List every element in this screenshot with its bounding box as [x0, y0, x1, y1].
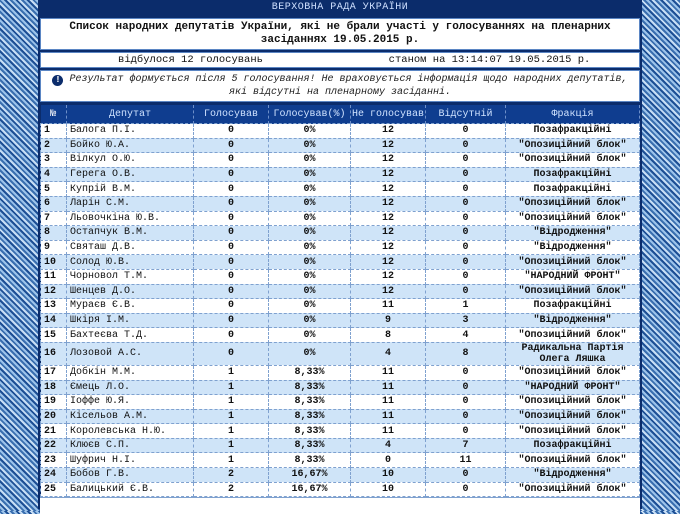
- faction: "НАРОДНИЙ ФРОНТ": [506, 269, 640, 284]
- faction: "Опозиційний блок": [506, 424, 640, 439]
- absent-count: 0: [426, 226, 506, 241]
- absent-count: 0: [426, 284, 506, 299]
- faction: Позафракційні: [506, 299, 640, 314]
- faction: "Відродження": [506, 313, 640, 328]
- table-row: [41, 365, 640, 380]
- absent-count: 0: [426, 182, 506, 197]
- voted-percent: 0%: [269, 342, 351, 365]
- not-voted-count: 12: [351, 284, 426, 299]
- faction: "Опозиційний блок": [506, 284, 640, 299]
- page-title: Список народних депутатів України, які не брали участі у голосуваннях на пленарних засіданнях 19.05.2015 р.: [40, 18, 640, 50]
- absent-count: 0: [426, 240, 506, 255]
- voted-count: 1: [194, 395, 269, 410]
- absent-count: 1: [426, 299, 506, 314]
- row-number: 2: [41, 138, 67, 153]
- voted-percent: 8,33%: [269, 365, 351, 380]
- deputy-name: Ларін С.М.: [67, 196, 194, 211]
- voted-percent: 0%: [269, 153, 351, 168]
- not-voted-count: 11: [351, 299, 426, 314]
- deputy-name: Лозовой А.С.: [67, 342, 194, 365]
- not-voted-count: 12: [351, 138, 426, 153]
- faction: "НАРОДНИЙ ФРОНТ": [506, 380, 640, 395]
- info-text: Результат формується після 5 голосування! Не враховується інформація щодо народних депутатів, які відсутні на пленарному засіданні.: [69, 74, 628, 98]
- absent-count: 0: [426, 482, 506, 497]
- not-voted-count: 0: [351, 453, 426, 468]
- absent-count: 0: [426, 211, 506, 226]
- row-number: 13: [41, 299, 67, 314]
- voted-count: 1: [194, 409, 269, 424]
- not-voted-count: 12: [351, 226, 426, 241]
- row-number: 25: [41, 482, 67, 497]
- row-number: 3: [41, 153, 67, 168]
- faction: Позафракційні: [506, 167, 640, 182]
- not-voted-count: 8: [351, 328, 426, 343]
- absent-count: 0: [426, 167, 506, 182]
- table-row: [41, 380, 640, 395]
- table-row: [41, 299, 640, 314]
- voted-percent: 0%: [269, 328, 351, 343]
- row-number: 11: [41, 269, 67, 284]
- column-header: №: [41, 105, 67, 124]
- table-row: [41, 196, 640, 211]
- voted-percent: 0%: [269, 269, 351, 284]
- faction: "Опозиційний блок": [506, 482, 640, 497]
- row-number: 19: [41, 395, 67, 410]
- faction: "Відродження": [506, 468, 640, 483]
- info-note: [40, 70, 640, 102]
- deputy-name: Клюєв С.П.: [67, 438, 194, 453]
- voted-percent: 16,67%: [269, 468, 351, 483]
- deputy-name: Бобов Г.В.: [67, 468, 194, 483]
- voted-percent: 16,67%: [269, 482, 351, 497]
- absent-count: 0: [426, 124, 506, 139]
- absent-count: 0: [426, 380, 506, 395]
- table-row: [41, 269, 640, 284]
- voted-count: 0: [194, 313, 269, 328]
- table-row: [41, 395, 640, 410]
- voted-count: 0: [194, 196, 269, 211]
- table-row: [41, 438, 640, 453]
- not-voted-count: 11: [351, 365, 426, 380]
- voted-percent: 8,33%: [269, 395, 351, 410]
- row-number: 7: [41, 211, 67, 226]
- not-voted-count: 12: [351, 269, 426, 284]
- deputy-name: Чорновол Т.М.: [67, 269, 194, 284]
- table-row: [41, 482, 640, 497]
- faction: "Опозиційний блок": [506, 395, 640, 410]
- absent-count: 0: [426, 468, 506, 483]
- table-row: [41, 284, 640, 299]
- voted-percent: 0%: [269, 240, 351, 255]
- absent-count: 7: [426, 438, 506, 453]
- voted-percent: 0%: [269, 182, 351, 197]
- table-row: [41, 409, 640, 424]
- absent-count: 0: [426, 409, 506, 424]
- deputy-name: Королевська Н.Ю.: [67, 424, 194, 439]
- voted-count: 1: [194, 424, 269, 439]
- row-number: 17: [41, 365, 67, 380]
- not-voted-count: 12: [351, 124, 426, 139]
- deputy-name: Шенцев Д.О.: [67, 284, 194, 299]
- deputies-table: [40, 105, 640, 497]
- absent-count: 0: [426, 365, 506, 380]
- not-voted-count: 11: [351, 424, 426, 439]
- row-number: 10: [41, 255, 67, 270]
- voted-count: 0: [194, 124, 269, 139]
- deputy-name: Балицький Є.В.: [67, 482, 194, 497]
- absent-count: 8: [426, 342, 506, 365]
- row-number: 22: [41, 438, 67, 453]
- not-voted-count: 12: [351, 196, 426, 211]
- votes-held: відбулося 12 голосувань: [118, 54, 263, 66]
- deputy-name: Кісельов А.М.: [67, 409, 194, 424]
- voted-count: 0: [194, 226, 269, 241]
- table-row: [41, 138, 640, 153]
- not-voted-count: 10: [351, 482, 426, 497]
- column-header: Фракція: [506, 105, 640, 124]
- row-number: 9: [41, 240, 67, 255]
- row-number: 24: [41, 468, 67, 483]
- absent-count: 0: [426, 153, 506, 168]
- table-row: [41, 167, 640, 182]
- voted-count: 1: [194, 380, 269, 395]
- voted-percent: 0%: [269, 284, 351, 299]
- faction: "Відродження": [506, 226, 640, 241]
- not-voted-count: 9: [351, 313, 426, 328]
- not-voted-count: 11: [351, 395, 426, 410]
- deputy-name: Мураєв Є.В.: [67, 299, 194, 314]
- faction: "Опозиційний блок": [506, 153, 640, 168]
- deputy-name: Балога П.І.: [67, 124, 194, 139]
- row-number: 23: [41, 453, 67, 468]
- table-header: [41, 105, 640, 124]
- column-header: Не голосував: [351, 105, 426, 124]
- voted-percent: 8,33%: [269, 453, 351, 468]
- voted-count: 1: [194, 453, 269, 468]
- table-row: [41, 328, 640, 343]
- faction: "Опозиційний блок": [506, 365, 640, 380]
- page-frame: [38, 0, 642, 509]
- voted-percent: 0%: [269, 211, 351, 226]
- table-row: [41, 211, 640, 226]
- row-number: 12: [41, 284, 67, 299]
- voted-count: 0: [194, 255, 269, 270]
- deputy-name: Святаш Д.В.: [67, 240, 194, 255]
- voted-count: 0: [194, 167, 269, 182]
- not-voted-count: 12: [351, 167, 426, 182]
- table-row: [41, 226, 640, 241]
- voted-percent: 0%: [269, 167, 351, 182]
- voted-count: 0: [194, 328, 269, 343]
- deputy-name: Ємець Л.О.: [67, 380, 194, 395]
- voted-count: 0: [194, 182, 269, 197]
- absent-count: 0: [426, 269, 506, 284]
- not-voted-count: 12: [351, 240, 426, 255]
- not-voted-count: 11: [351, 380, 426, 395]
- column-header: Голосував: [194, 105, 269, 124]
- exclamation-circle-icon: !: [52, 75, 63, 86]
- voted-percent: 8,33%: [269, 409, 351, 424]
- faction: "Опозиційний блок": [506, 453, 640, 468]
- row-number: 15: [41, 328, 67, 343]
- voted-count: 2: [194, 468, 269, 483]
- absent-count: 0: [426, 255, 506, 270]
- not-voted-count: 4: [351, 438, 426, 453]
- voted-percent: 0%: [269, 226, 351, 241]
- deputy-name: Бойко Ю.А.: [67, 138, 194, 153]
- table-row: [41, 124, 640, 139]
- table-row: [41, 240, 640, 255]
- voted-percent: 0%: [269, 138, 351, 153]
- table-row: [41, 453, 640, 468]
- voted-count: 1: [194, 438, 269, 453]
- deputy-name: Добкін М.М.: [67, 365, 194, 380]
- faction: Позафракційні: [506, 182, 640, 197]
- deputy-name: Герега О.В.: [67, 167, 194, 182]
- voted-percent: 0%: [269, 299, 351, 314]
- row-number: 20: [41, 409, 67, 424]
- faction: Позафракційні: [506, 124, 640, 139]
- row-number: 6: [41, 196, 67, 211]
- voted-percent: 0%: [269, 255, 351, 270]
- deputy-name: Іоффе Ю.Я.: [67, 395, 194, 410]
- not-voted-count: 12: [351, 153, 426, 168]
- table-row: [41, 182, 640, 197]
- deputy-name: Шуфрич Н.І.: [67, 453, 194, 468]
- deputy-name: Льовочкіна Ю.В.: [67, 211, 194, 226]
- row-number: 4: [41, 167, 67, 182]
- row-number: 8: [41, 226, 67, 241]
- row-number: 21: [41, 424, 67, 439]
- deputy-name: Купрій В.М.: [67, 182, 194, 197]
- deputy-name: Остапчук В.М.: [67, 226, 194, 241]
- voted-count: 2: [194, 482, 269, 497]
- table-row: [41, 153, 640, 168]
- voted-count: 1: [194, 365, 269, 380]
- deputy-name: Солод Ю.В.: [67, 255, 194, 270]
- as-of-timestamp: станом на 13:14:07 19.05.2015 р.: [388, 54, 591, 66]
- column-header: Відсутній: [426, 105, 506, 124]
- absent-count: 0: [426, 196, 506, 211]
- voted-count: 0: [194, 240, 269, 255]
- voted-count: 0: [194, 269, 269, 284]
- not-voted-count: 11: [351, 409, 426, 424]
- faction: Позафракційні: [506, 438, 640, 453]
- column-header: Депутат: [67, 105, 194, 124]
- not-voted-count: 4: [351, 342, 426, 365]
- deputy-name: Бахтеєва Т.Д.: [67, 328, 194, 343]
- absent-count: 11: [426, 453, 506, 468]
- voted-percent: 8,33%: [269, 424, 351, 439]
- deputy-name: Шкіря І.М.: [67, 313, 194, 328]
- voted-percent: 0%: [269, 124, 351, 139]
- row-number: 14: [41, 313, 67, 328]
- voted-percent: 8,33%: [269, 380, 351, 395]
- faction: Радикальна Партія Олега Ляшка: [506, 342, 640, 365]
- absent-count: 4: [426, 328, 506, 343]
- faction: "Опозиційний блок": [506, 196, 640, 211]
- faction: "Опозиційний блок": [506, 409, 640, 424]
- row-number: 16: [41, 342, 67, 365]
- absent-count: 3: [426, 313, 506, 328]
- status-row: [40, 52, 640, 68]
- faction: "Опозиційний блок": [506, 138, 640, 153]
- voted-count: 0: [194, 153, 269, 168]
- table-row: [41, 424, 640, 439]
- voted-count: 0: [194, 284, 269, 299]
- deputy-name: Вілкул О.Ю.: [67, 153, 194, 168]
- faction: "Опозиційний блок": [506, 328, 640, 343]
- voted-count: 0: [194, 299, 269, 314]
- absent-count: 0: [426, 424, 506, 439]
- row-number: 1: [41, 124, 67, 139]
- table-row: [41, 342, 640, 365]
- parliament-title: ВЕРХОВНА РАДА УКРАЇНИ: [271, 2, 409, 13]
- column-header: Голосував(%): [269, 105, 351, 124]
- voted-count: 0: [194, 138, 269, 153]
- voted-count: 0: [194, 211, 269, 226]
- absent-count: 0: [426, 395, 506, 410]
- row-number: 5: [41, 182, 67, 197]
- not-voted-count: 12: [351, 182, 426, 197]
- voted-count: 0: [194, 342, 269, 365]
- table-footer: [40, 497, 640, 514]
- voted-percent: 0%: [269, 196, 351, 211]
- faction: "Опозиційний блок": [506, 255, 640, 270]
- faction: "Опозиційний блок": [506, 211, 640, 226]
- table-row: [41, 468, 640, 483]
- absent-count: 0: [426, 138, 506, 153]
- voted-percent: 8,33%: [269, 438, 351, 453]
- table-row: [41, 255, 640, 270]
- not-voted-count: 12: [351, 255, 426, 270]
- row-number: 18: [41, 380, 67, 395]
- table-row: [41, 313, 640, 328]
- not-voted-count: 10: [351, 468, 426, 483]
- voted-percent: 0%: [269, 313, 351, 328]
- faction: "Відродження": [506, 240, 640, 255]
- not-voted-count: 12: [351, 211, 426, 226]
